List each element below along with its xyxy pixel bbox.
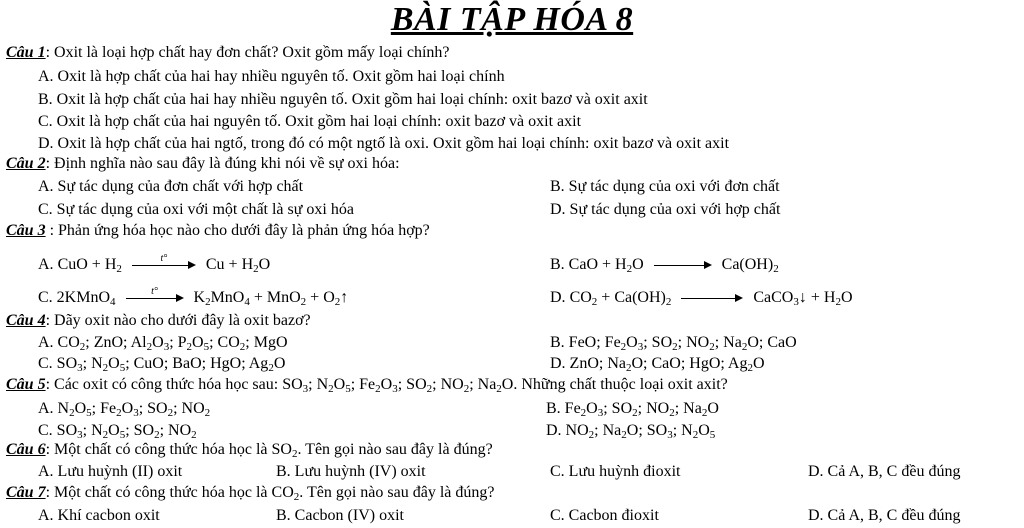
- q3-options-row-1: [0, 254, 1024, 276]
- q4-option-d[interactable]: D. ZnO; $Na_2O$; CaO; HgO; $Ag_2O$: [550, 355, 765, 374]
- q7-option-d[interactable]: D. Cả A, B, C đều đúng: [808, 507, 961, 524]
- question-label: Câu 4: [6, 312, 46, 329]
- q5-option-b[interactable]: B. $Fe_2O_3$; $SO_2$; $NO_2$; $Na_2O$: [546, 400, 719, 419]
- question-label: Câu 6: [6, 441, 46, 458]
- q2-option-b[interactable]: B. Sự tác dụng của oxi với đơn chất: [550, 178, 780, 195]
- q6-option-c[interactable]: C. Lưu huỳnh đioxit: [550, 463, 681, 480]
- q6-option-d[interactable]: D. Cả A, B, C đều đúng: [808, 463, 961, 480]
- question-text: : Phản ứng hóa học nào cho dưới đây là phản ứng hóa hợp?: [45, 222, 430, 239]
- q3-option-a[interactable]: [38, 254, 270, 276]
- products: $Ca(OH)_2$: [721, 256, 779, 275]
- question-text: : Oxit là loại hợp chất hay đơn chất? Oxit gồm mấy loại chính?: [45, 44, 450, 61]
- products: $K_2MnO_4 + MnO_2$ + $O_2↑$: [193, 289, 349, 308]
- q4-option-a[interactable]: A. $CO_2$; ZnO; $Al_2O_3$; $P_2O_5$; $CO_2$; MgO: [38, 334, 288, 353]
- option-letter: D.: [550, 289, 566, 306]
- q2-option-d[interactable]: D. Sự tác dụng của oxi với hợp chất: [550, 201, 781, 218]
- q7-option-c[interactable]: C. Cacbon đioxit: [550, 507, 659, 524]
- q2-option-a[interactable]: A. Sự tác dụng của đơn chất với hợp chất: [38, 178, 304, 195]
- q6-option-b[interactable]: B. Lưu huỳnh (IV) oxit: [276, 463, 426, 480]
- q4-option-c[interactable]: C. $SO_3$; $N_2O_5$; CuO; BaO; HgO; $Ag_2O$: [38, 355, 286, 374]
- reactants: $CO_2 + Ca(OH)_2$: [569, 289, 672, 308]
- question-7: [0, 482, 1024, 504]
- option-letter: C.: [38, 289, 53, 306]
- reaction-arrow-icon: [126, 286, 184, 303]
- option-text: A. Oxit là hợp chất của hai hay nhiều nguyên tố. Oxit gồm hai loại chính: [38, 68, 505, 85]
- option-text: D. Oxit là hợp chất của hai ngtố, trong đó có một ngtố là oxi. Oxit gồm hai loại chính: oxit bazơ và oxit axit: [38, 135, 730, 152]
- worksheet-title: BÀI TẬP HÓA 8: [390, 1, 634, 38]
- q1-option-c[interactable]: [0, 111, 1024, 133]
- q2-options-row-1: [0, 176, 1024, 198]
- q4-options-row-1: [0, 332, 1024, 354]
- question-label: Câu 1: [6, 44, 46, 61]
- q4-option-b[interactable]: B. FeO; $Fe_2O_3$; $SO_2$; $NO_2$; $Na_2O$; CaO: [550, 334, 797, 353]
- arrow-condition: t°: [151, 286, 158, 298]
- question-text: : Dãy oxit nào cho dưới đây là oxit bazơ?: [45, 312, 311, 329]
- q7-option-a[interactable]: A. Khí cacbon oxit: [38, 507, 160, 524]
- q6-options-row: [0, 461, 1024, 483]
- option-text: C. Oxit là hợp chất của hai nguyên tố. Oxit gồm hai loại chính: oxit bazơ và oxit axit: [38, 113, 582, 130]
- q1-option-d[interactable]: [0, 133, 1024, 155]
- q2-option-c[interactable]: C. Sự tác dụng của oxi với một chất là sự oxi hóa: [38, 201, 354, 218]
- q3-options-row-2: [0, 287, 1024, 309]
- reaction-arrow-icon: [132, 253, 196, 270]
- question-2: [0, 153, 1024, 175]
- option-letter: B.: [550, 256, 565, 273]
- q5-options-row-1: [0, 398, 1024, 420]
- question-text: : Một chất có công thức hóa học là $SO_2$. Tên gọi nào sau đây là đúng?: [45, 441, 493, 460]
- q2-options-row-2: [0, 199, 1024, 221]
- q6-option-a[interactable]: A. Lưu huỳnh (II) oxit: [38, 463, 183, 480]
- reaction-arrow-icon: [681, 293, 743, 303]
- arrow-condition: t°: [160, 253, 168, 265]
- q5-option-d[interactable]: D. $NO_2$; $Na_2O$; $SO_3$; $N_2O_5$: [546, 422, 716, 441]
- question-1: [0, 42, 1024, 64]
- q7-options-row: [0, 505, 1024, 527]
- question-label: Câu 7: [6, 484, 46, 501]
- question-text: : Một chất có công thức hóa học là $CO_2$. Tên gọi nào sau đây là đúng?: [45, 484, 495, 503]
- q5-option-a[interactable]: A. $N_2O_5$; $Fe_2O_3$; $SO_2$; $NO_2$: [38, 400, 211, 419]
- question-text: : Các oxit có công thức hóa học sau: $SO_3$; $N_2O_5$; $Fe_2O_3$; $SO_2$; $NO_2$; $Na_2O$. Những chất thuộc loại oxit axit?: [45, 376, 728, 395]
- reactants: CuO + $H_2$: [57, 256, 122, 275]
- option-text: B. Oxit là hợp chất của hai hay nhiều nguyên tố. Oxit gồm hai loại chính: oxit bazơ và oxit axit: [38, 91, 648, 108]
- question-4: [0, 310, 1024, 332]
- question-label: Câu 2: [6, 155, 46, 172]
- q4-options-row-2: [0, 353, 1024, 375]
- question-label: Câu 3: [6, 222, 46, 239]
- question-3: [0, 220, 1024, 242]
- q5-option-c[interactable]: C. $SO_3$; $N_2O_5$; $SO_2$; $NO_2$: [38, 422, 197, 441]
- q1-option-b[interactable]: [0, 89, 1024, 111]
- q7-option-b[interactable]: B. Cacbon (IV) oxit: [276, 507, 404, 524]
- option-letter: A.: [38, 256, 54, 273]
- q3-option-c[interactable]: [38, 287, 348, 309]
- products: $Cu + H_2O$: [205, 256, 271, 275]
- q3-option-d[interactable]: [550, 287, 853, 309]
- question-text: : Định nghĩa nào sau đây là đúng khi nói về sự oxi hóa:: [45, 155, 400, 172]
- reaction-arrow-icon: [654, 260, 712, 270]
- reactants: CaO + $H_2O$: [568, 256, 644, 275]
- question-6: [0, 439, 1024, 461]
- products: CaCO$_3$↓ + $H_2O$: [753, 289, 853, 308]
- question-label: Câu 5: [6, 376, 46, 393]
- q1-option-a[interactable]: [0, 66, 1024, 88]
- reactants: 2KMnO$_4$: [56, 289, 116, 308]
- question-5: [0, 374, 1024, 396]
- q3-option-b[interactable]: [550, 254, 779, 276]
